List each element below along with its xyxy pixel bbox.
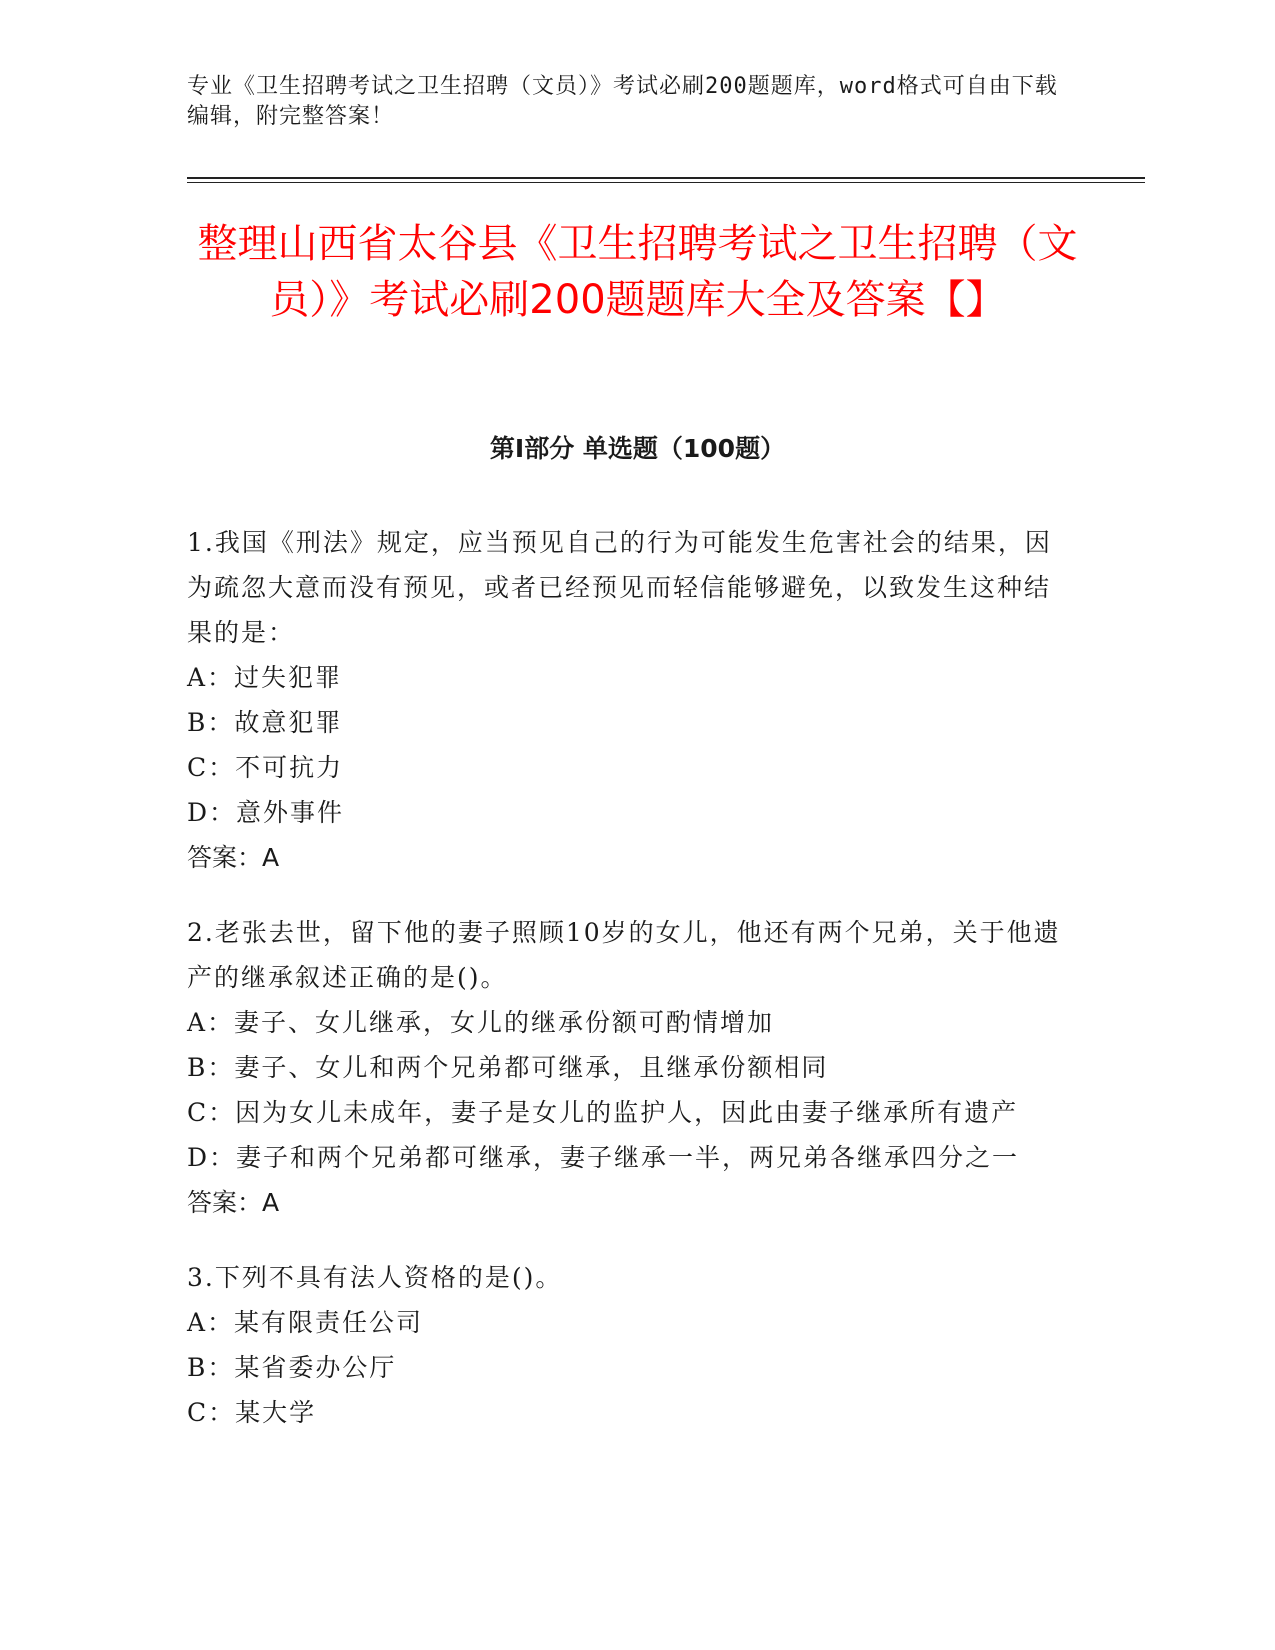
option-b: B：妻子、女儿和两个兄弟都可继承，且继承份额相同 [187,1053,829,1082]
question-stem: 2.老张去世，留下他的妻子照顾10岁的女儿，他还有两个兄弟，关于他遗产的继承叙述正确的是()。 [187,918,1061,992]
question-stem: 3.下列不具有法人资格的是()。 [187,1263,563,1292]
option-c: C：因为女儿未成年，妻子是女儿的监护人，因此由妻子继承所有遗产 [187,1098,1019,1127]
option-d: D：妻子和两个兄弟都可继承，妻子继承一半，两兄弟各继承四分之一 [187,1143,1020,1172]
section-heading: 第I部分 单选题（100题） [489,434,786,463]
answer: 答案：A [187,1188,280,1217]
option-a: A：妻子、女儿继承，女儿的继承份额可酌情增加 [187,1008,775,1037]
document-title: 整理山西省太谷县《卫生招聘考试之卫生招聘（文员）》考试必刷200题题库大全及答案【】 [197,221,1078,323]
question-stem: 1.我国《刑法》规定，应当预见自己的行为可能发生危害社会的结果，因为疏忽大意而没有预见，或者已经预见而轻信能够避免，以致发生这种结果的是： [187,528,1052,647]
header-rule-thick [187,177,1145,179]
option-a: A：过失犯罪 [187,663,343,692]
option-c: C：不可抗力 [187,753,344,782]
header-note: 专业《卫生招聘考试之卫生招聘（文员）》考试必刷200题题库，word格式可自由下载编辑，附完整答案！ [187,74,1058,129]
question-2 [187,910,1077,1225]
option-b: B：某省委办公厅 [187,1353,397,1382]
header-rule-thin [187,182,1145,183]
question-1 [187,520,1077,880]
option-a: A：某有限责任公司 [187,1308,424,1337]
answer: 答案：A [187,843,280,872]
option-c: C：某大学 [187,1398,317,1427]
question-list [187,520,1077,1465]
question-3 [187,1255,1077,1435]
option-d: D：意外事件 [187,798,345,827]
option-b: B：故意犯罪 [187,708,343,737]
